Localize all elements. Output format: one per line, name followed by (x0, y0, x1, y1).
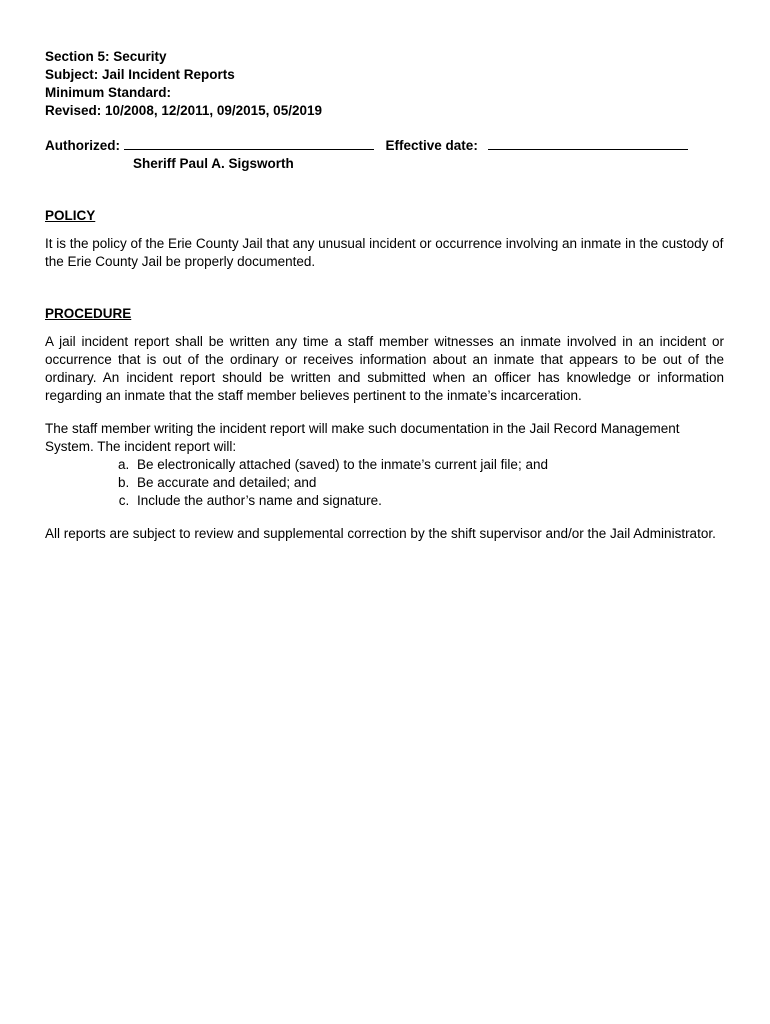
procedure-paragraph-1: A jail incident report shall be written any time a staff member witnesses an inmate involved in an incident or occurrence that is out of the ordinary or receives information about an inmate that appears to be out of the ordinary. An incident report should be written and submitted when an officer has knowledge or information regarding an inmate that the staff member believes pertinent to the inmate’s incarceration. (45, 334, 724, 403)
authorized-signature-line (124, 136, 374, 150)
procedure-paragraph-3: All reports are subject to review and supplemental correction by the shift supervisor and/or the Jail Administrator. (45, 526, 716, 541)
section-line: Section 5: Security (45, 49, 167, 64)
subject-line: Subject: Jail Incident Reports (45, 67, 235, 82)
list-item: b. Be accurate and detailed; and (133, 474, 724, 492)
procedure-paragraph-2: The staff member writing the incident report will make such documentation in the Jail Record Management System. The incident report will: (45, 421, 680, 454)
sheriff-name: Sheriff Paul A. Sigsworth (133, 156, 294, 171)
policy-heading: POLICY (45, 208, 96, 223)
minimum-standard-line: Minimum Standard: (45, 85, 172, 100)
revised-line: Revised: 10/2008, 12/2011, 09/2015, 05/2019 (45, 103, 322, 118)
authorization-line (45, 136, 724, 155)
authorized-label: Authorized: (45, 138, 120, 153)
effective-date-line (488, 136, 688, 150)
list-item: a. Be electronically attached (saved) to the inmate’s current jail file; and (133, 456, 724, 474)
procedure-list (45, 456, 724, 510)
procedure-heading: PROCEDURE (45, 306, 132, 321)
header-block (45, 48, 724, 120)
policy-body: It is the policy of the Erie County Jail that any unusual incident or occurrence involving an inmate in the custody of the Erie County Jail be properly documented. (45, 236, 724, 269)
effective-date-label: Effective date: (385, 138, 478, 153)
list-item: c. Include the author’s name and signature. (133, 492, 724, 510)
